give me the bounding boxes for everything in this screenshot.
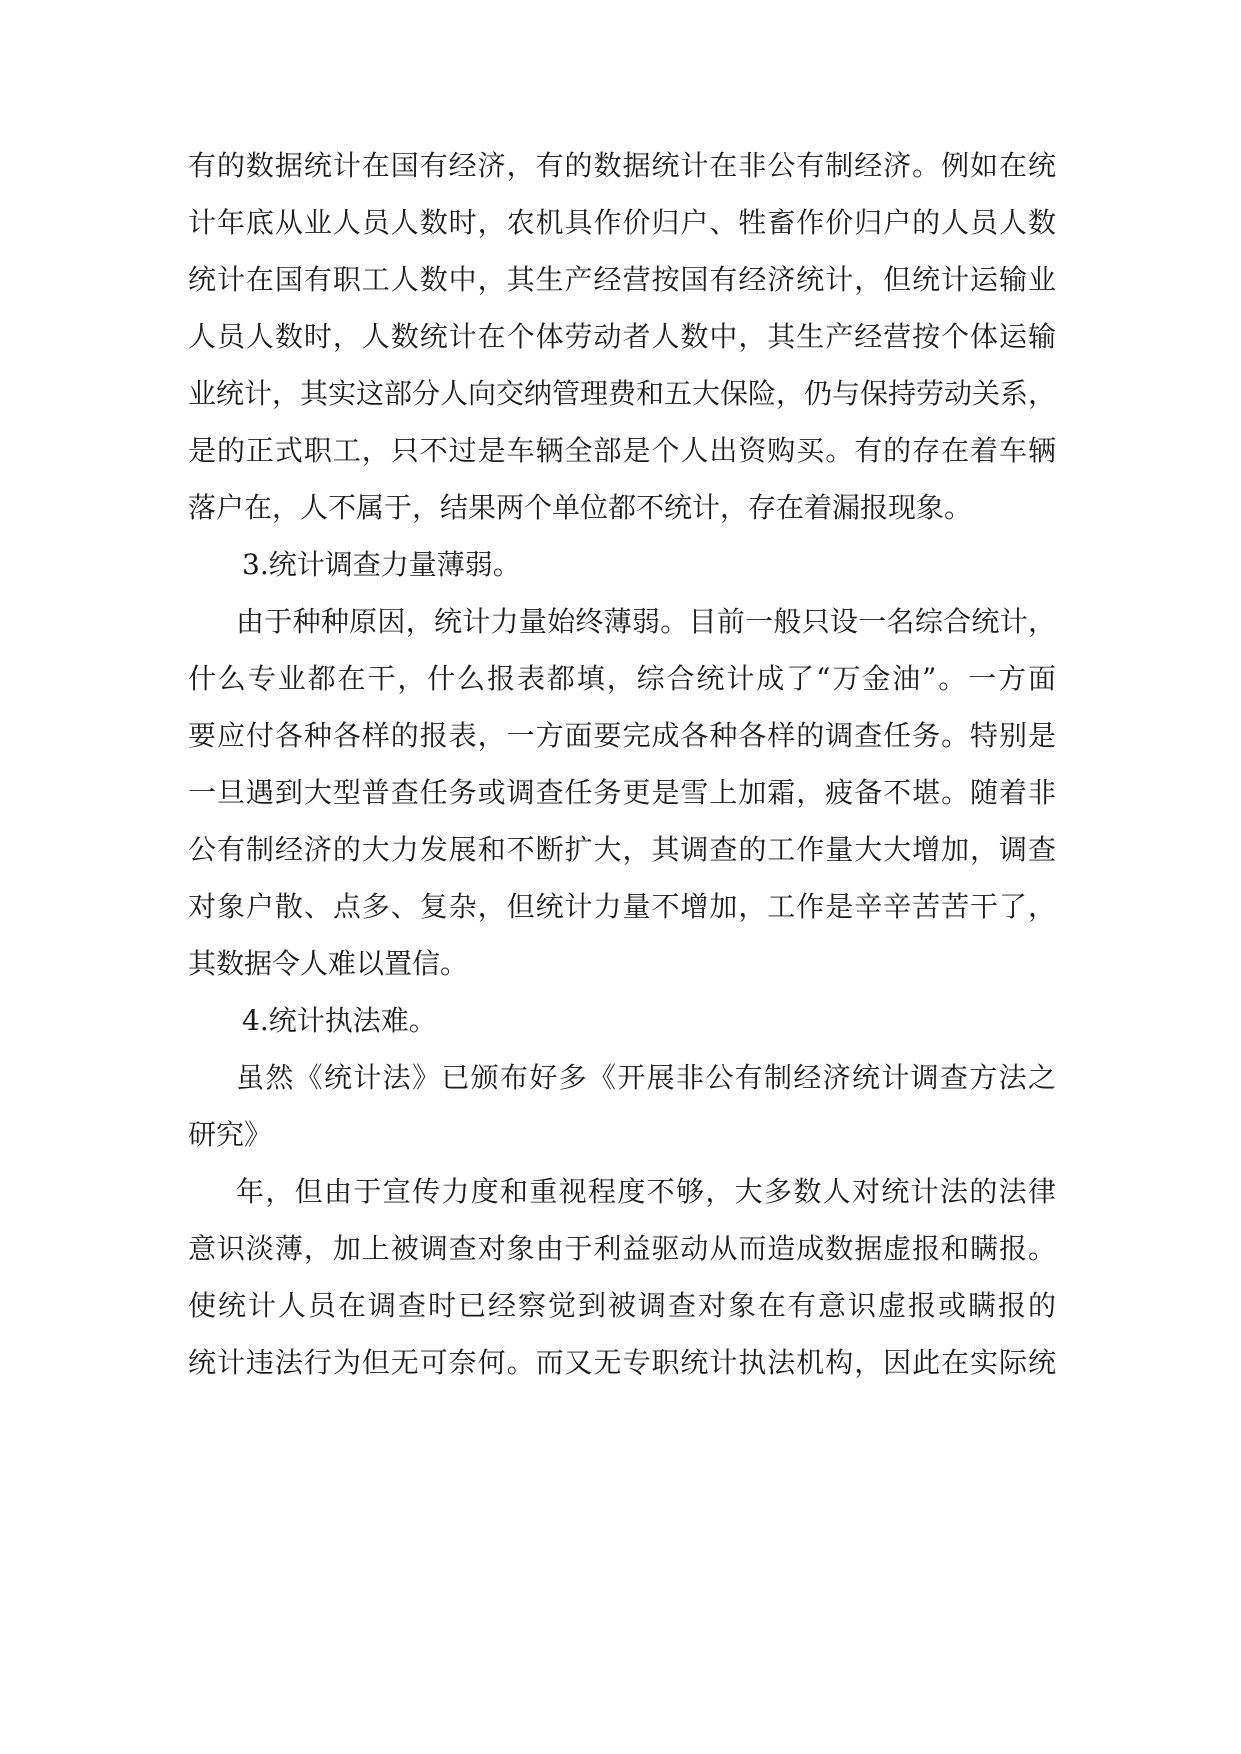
text-line: 由于种种原因，统计力量始终薄弱。目前一般只设一名综合统计，	[236, 605, 1056, 638]
section-heading: 4.统计执法难。	[242, 1004, 437, 1037]
text-line: 统计违法行为但无可奈何。而又无专职统计执法机构，因此在实际统	[188, 1346, 1056, 1379]
text-line: 其数据令人难以置信。	[188, 947, 469, 980]
text-line: 统计在国有职工人数中，其生产经营按国有经济统计，但统计运输业	[188, 263, 1056, 296]
text-line: 公有制经济的大力发展和不断扩大，其调查的工作量大大增加，调查	[188, 833, 1056, 866]
text-line: 研究》	[188, 1118, 273, 1151]
text-line: 要应付各种各样的报表，一方面要完成各种各样的调查任务。特别是	[188, 719, 1056, 752]
section-heading: 3.统计调查力量薄弱。	[242, 548, 521, 581]
text-line: 有的数据统计在国有经济，有的数据统计在非公有制经济。例如在统	[188, 149, 1056, 182]
text-line: 业统计，其实这部分人向交纳管理费和五大保险，仍与保持劳动关系，	[188, 377, 1056, 410]
text-line: 落户在，人不属于，结果两个单位都不统计，存在着漏报现象。	[188, 491, 973, 524]
text-line: 计年底从业人员人数时，农机具作价归户、牲畜作价归户的人员人数	[188, 206, 1056, 239]
text-line: 虽然《统计法》已颁布好多《开展非公有制经济统计调查方法之	[236, 1061, 1056, 1094]
text-line: 对象户散、点多、复杂，但统计力量不增加，工作是辛辛苦苦干了，	[188, 890, 1056, 923]
text-line: 人员人数时，人数统计在个体劳动者人数中，其生产经营按个体运输	[188, 320, 1056, 353]
text-line: 年，但由于宣传力度和重视程度不够，大多数人对统计法的法律	[236, 1175, 1056, 1208]
text-line: 是的正式职工，只不过是车辆全部是个人出资购买。有的存在着车辆	[188, 434, 1056, 467]
text-line: 使统计人员在调查时已经察觉到被调查对象在有意识虚报或瞒报的	[188, 1289, 1056, 1322]
text-line: 什么专业都在干，什么报表都填，综合统计成了“万金油”。一方面	[188, 662, 1056, 695]
text-line: 一旦遇到大型普查任务或调查任务更是雪上加霜，疲备不堪。随着非	[188, 776, 1056, 809]
text-line: 意识淡薄，加上被调查对象由于利益驱动从而造成数据虚报和瞒报。	[188, 1232, 1056, 1265]
